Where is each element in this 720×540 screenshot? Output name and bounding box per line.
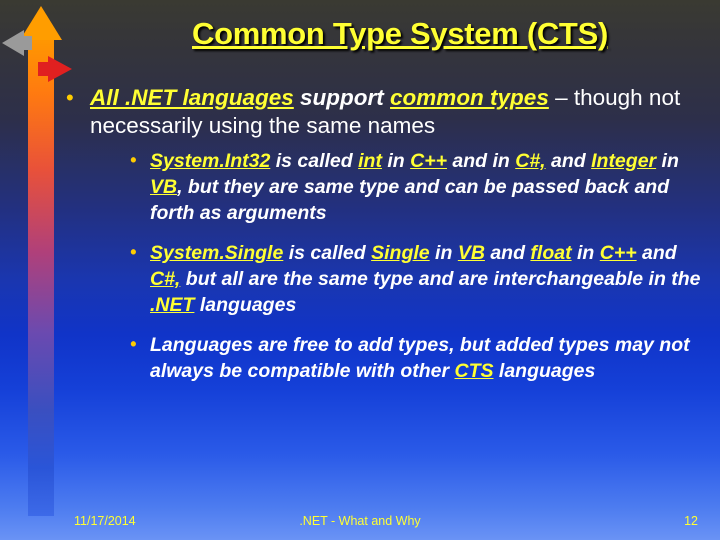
footer-date: 11/17/2014: [74, 514, 136, 528]
bullet-segment: – though not necessarily using the same names: [90, 85, 681, 138]
bullet-segment: VB: [457, 242, 485, 264]
list-item: [128, 240, 707, 318]
bullet-segment: is called: [283, 242, 372, 264]
bullet-segment: All .NET languages: [90, 85, 294, 110]
bullet-segment: and: [484, 242, 531, 264]
bullet-segment: and: [545, 150, 592, 172]
bullet-segment: System.Single: [150, 242, 284, 264]
slide-title: Common Type System (CTS): [192, 16, 608, 51]
bullet-segment: C#,: [515, 150, 546, 172]
left-arrow-icon: [2, 30, 24, 56]
bullet-segment: VB: [150, 176, 178, 198]
bullet-icon: •: [130, 334, 137, 354]
bullet-segment: but all are the same type and are interchangeable in the: [180, 268, 701, 290]
bullet-segment: .NET: [150, 294, 195, 316]
bullet-segment: Languages are free to add types, but added types may not always be compatible with other: [150, 334, 690, 382]
bullet-segment: int: [358, 150, 382, 172]
list-item: [128, 332, 707, 384]
slide-footer: [0, 506, 720, 540]
bullet-segment: in: [571, 242, 600, 264]
bullet-segment: in: [381, 150, 411, 172]
bullet-segment: , but they are same type and can be passed back and forth as arguments: [150, 176, 670, 224]
up-arrow-icon: [28, 36, 54, 516]
bullet-segment: C++: [599, 242, 637, 264]
bullet-text: [150, 242, 701, 316]
list-item: [62, 84, 707, 384]
footer-page-number: 12: [684, 514, 698, 528]
bullet-list-level-1: [62, 84, 707, 384]
bullet-segment: CTS: [454, 360, 494, 382]
right-arrow-icon: [48, 56, 72, 82]
bullet-icon: •: [66, 85, 74, 110]
bullet-segment: in: [656, 150, 679, 172]
bullet-segment: System.Int32: [150, 150, 271, 172]
bullet-segment: and in: [446, 150, 516, 172]
list-item: [128, 148, 707, 226]
bullet-text: [150, 334, 690, 382]
bullet-list-level-2: [128, 148, 707, 384]
bullet-segment: support: [293, 85, 391, 110]
up-arrow-head-icon: [20, 6, 62, 40]
bullet-text: [150, 150, 679, 224]
slide-body: [62, 84, 707, 398]
bullet-segment: is called: [270, 150, 359, 172]
bullet-segment: Integer: [591, 150, 657, 172]
bullet-icon: •: [130, 242, 137, 262]
bullet-segment: and: [636, 242, 677, 264]
bullet-segment: C++: [410, 150, 447, 172]
footer-title: .NET - What and Why: [299, 514, 421, 528]
bullet-segment: Single: [371, 242, 430, 264]
bullet-segment: in: [429, 242, 458, 264]
bullet-segment: languages: [194, 294, 297, 316]
bullet-segment: C#,: [150, 268, 181, 290]
bullet-text: [90, 85, 680, 138]
bullet-segment: common types: [390, 85, 549, 110]
bullet-icon: •: [130, 150, 137, 170]
bullet-segment: languages: [493, 360, 596, 382]
bullet-segment: float: [530, 242, 572, 264]
